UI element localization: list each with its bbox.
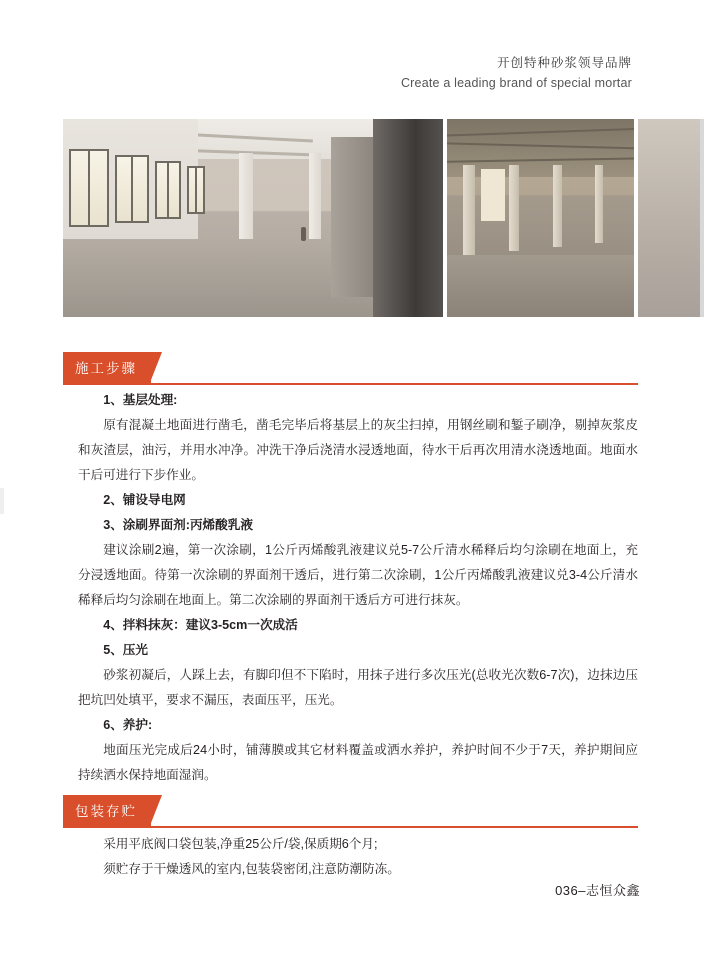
section-title-badge: 施工步骤 <box>63 352 151 383</box>
section-heading-construction-steps <box>63 352 638 385</box>
wall-panel <box>331 137 373 297</box>
step-heading: 5、压光 <box>103 643 148 657</box>
person <box>301 227 306 241</box>
window <box>155 161 181 219</box>
window <box>69 149 109 227</box>
photo-sliver <box>638 119 700 317</box>
step-text: 建议涂刷2遍，第一次涂刷，1公斤丙烯酸乳液建议兑5-7公斤清水稀释后均匀涂刷在地面上，充分浸透地面。待第一次涂刷的界面剂干透后，进行第二次涂刷，1公斤丙烯酸乳液建议兑3-4公斤清水稀释后均匀涂刷在地面上。第二次涂刷的界面剂干透后方可进行抹灰。 <box>78 543 638 607</box>
construction-steps-body <box>78 388 638 788</box>
column <box>595 165 603 243</box>
step-text: 砂浆初凝后，人踩上去，有脚印但不下陷时，用抹子进行多次压光(总收光次数6-7次)，边抹边压把坑凹处填平，要求不漏压，表面压平，压光。 <box>78 668 638 707</box>
warehouse-interior-photo <box>447 119 634 317</box>
photo-band <box>63 119 700 317</box>
step-heading: 4、拌料抹灰：建议3-5cm一次成活 <box>103 618 298 632</box>
section-rule <box>63 383 638 385</box>
page-footer: 036–志恒众鑫 <box>555 883 640 898</box>
column <box>239 153 253 249</box>
step-text: 原有混凝土地面进行凿毛，凿毛完毕后将基层上的灰尘扫掉，用钢丝刷和錾子刷净，剔掉灰浆皮和灰渣层，油污，并用水冲净。冲洗干净后浇清水浸透地面，待水干后再次用清水浇透地面。地面水干后可进行下步作业。 <box>78 418 638 482</box>
storage-text: 须贮存于干燥透风的室内,包装袋密闭,注意防潮防冻。 <box>103 862 400 876</box>
bright-opening <box>481 169 505 221</box>
column <box>553 165 562 247</box>
step-text: 地面压光完成后24小时，铺薄膜或其它材料覆盖或洒水养护，养护时间不少于7天，养护期间应持续洒水保持地面湿润。 <box>78 743 638 782</box>
right-edge-bar <box>700 119 704 317</box>
concrete-floor <box>447 255 634 317</box>
step-heading: 3、涂刷界面剂:丙烯酸乳液 <box>103 518 253 532</box>
section-rule <box>63 826 638 828</box>
packaging-text: 采用平底阀口袋包装,净重25公斤/袋,保质期6个月; <box>103 837 378 851</box>
step-heading: 6、养护: <box>103 718 153 732</box>
window <box>115 155 149 223</box>
dark-wall <box>373 119 443 317</box>
step-heading: 2、铺设导电网 <box>103 493 186 507</box>
header-slogan-cn: 开创特种砂浆领导品牌 <box>496 56 632 70</box>
section-heading-packaging-storage <box>63 795 638 828</box>
photo-background <box>638 119 700 317</box>
window <box>187 166 205 214</box>
interior-room-photo <box>63 119 443 317</box>
column <box>509 165 519 251</box>
left-edge-tick <box>0 488 4 514</box>
header-slogan-en: Create a leading brand of special mortar <box>400 75 632 90</box>
step-heading: 1、基层处理: <box>103 393 178 407</box>
page-header <box>401 55 632 92</box>
packaging-storage-body <box>78 832 638 882</box>
section-title-badge: 包装存贮 <box>63 795 151 826</box>
column <box>463 165 475 257</box>
